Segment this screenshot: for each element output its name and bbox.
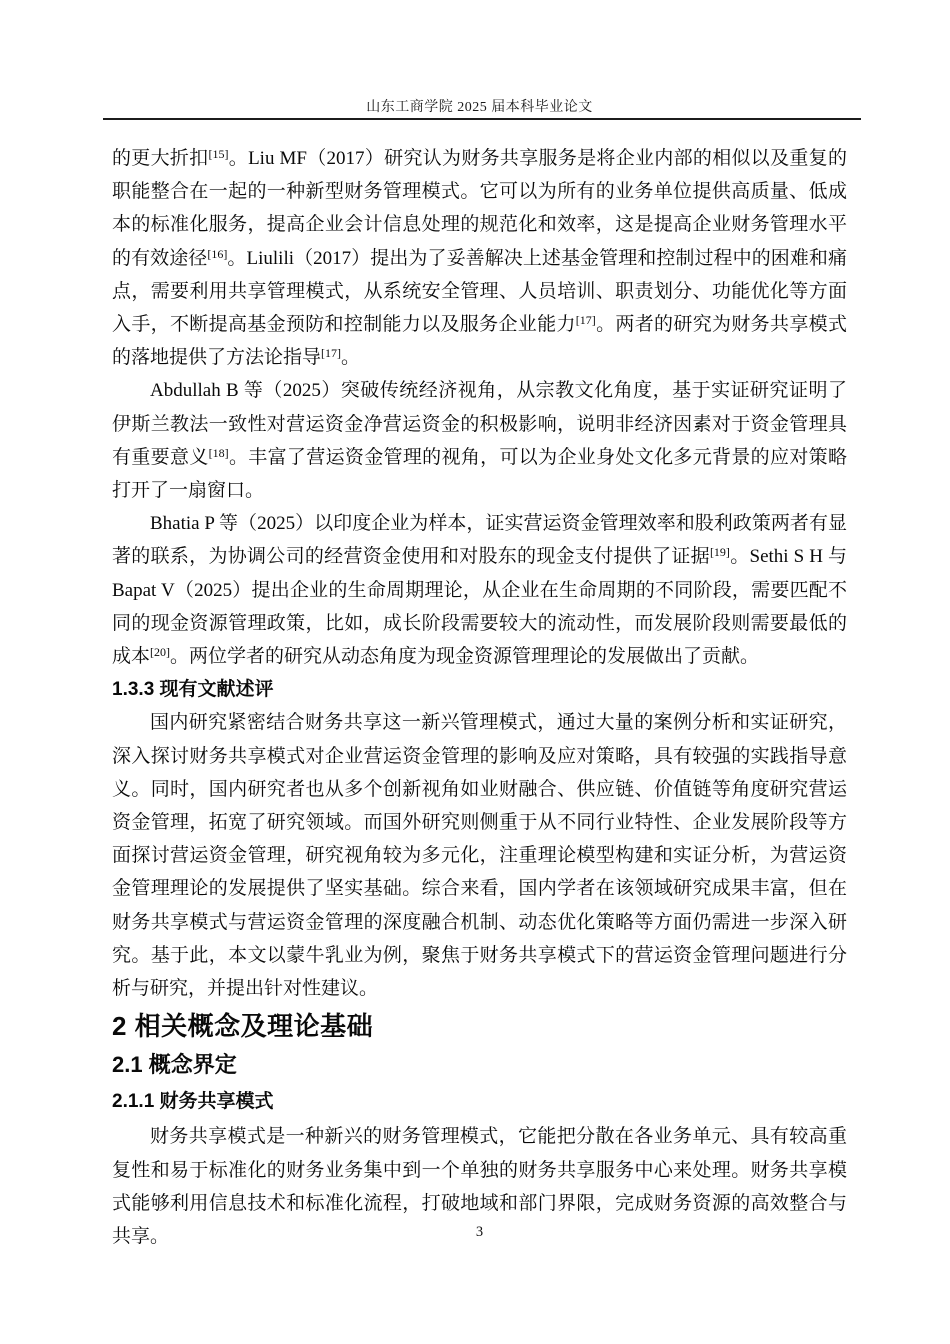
- document-body: [112, 142, 847, 1253]
- citation-ref: [19]: [709, 545, 730, 560]
- text-run: 国内研究紧密结合财务共享这一新兴管理模式，通过大量的案例分析和实证研究，深入探讨财务共享模式对企业营运资金管理的影响及应对策略，具有较强的实践指导意义。同时，国内研究者也从多个创新视角如业财融合、供应链、价值链等角度研究营运资金管理，拓宽了研究领域。而国外研究则侧重于从不同行业特性、企业发展阶段等方面探讨营运资金管理，研究视角较为多元化，注重理论模型构建和实证分析，为营运资金管理理论的发展提供了坚实基础。综合来看，国内学者在该领域研究成果丰富，但在财务共享模式与营运资金管理的深度融合机制、动态优化策略等方面仍需进一步深入研究。基于此，本文以蒙牛乳业为例，聚焦于财务共享模式下的营运资金管理问题进行分析与研究，并提出针对性建议。: [112, 712, 847, 1000]
- paragraph-abdullah-review: [112, 374, 847, 507]
- text-run: 。Liu MF（2017）研究认为财务共享服务是将企业内部的相似以及重复的职能整合在一起的一种新型财务管理模式。它可以为所有的业务单位提供高质量、低成本的标准化服务，提高企业会计信息处理的规范化和效率，这是提高企业财务管理水平的有效途径: [112, 148, 847, 269]
- text-run: 。丰富了营运资金管理的视角，可以为企业身处文化多元背景的应对策略打开了一扇窗口。: [112, 446, 847, 502]
- text-run: 。两者的研究为财务共享模式的落地提供了方法论指导: [112, 314, 847, 369]
- citation-ref: [15]: [208, 147, 229, 161]
- paragraph-literature-commentary: [112, 706, 847, 1005]
- paragraph-liu-liulili-review: [112, 142, 847, 374]
- paragraph-bhatia-sethi-review: [112, 507, 847, 673]
- citation-ref: [17]: [321, 346, 342, 361]
- text-run: 。: [341, 347, 361, 369]
- section-heading-1-3-3: 1.3.3 现有文献述评: [112, 679, 274, 701]
- section-heading-2-1: 2.1 概念界定: [112, 1052, 237, 1078]
- text-run: 。两位学者的研究从动态角度为现金资源管理理论的发展做出了贡献。: [170, 646, 760, 668]
- citation-ref: [16]: [207, 246, 228, 261]
- page-number: 3: [475, 1224, 484, 1240]
- running-header: 山东工商学院 2025 届本科毕业论文: [366, 100, 593, 115]
- text-run: Bhatia P 等（2025）以印度企业为样本，证实营运资金管理效率和股利政策两者有显著的联系，为协调公司的经营资金使用和对股东的现金支付提供了证据: [112, 513, 847, 568]
- chapter-heading-2: 2 相关概念及理论基础: [112, 1011, 374, 1042]
- section-heading-2-1-1: 2.1.1 财务共享模式: [112, 1091, 274, 1113]
- text-run: Abdullah B 等（2025）突破传统经济视角，从宗教文化角度，基于实证研究证明了伊斯兰教法一致性对营运资金净营运资金的积极影响，说明非经济因素对于资金管理具有重要意义: [112, 380, 847, 468]
- citation-ref: [17]: [575, 313, 596, 328]
- text-run: 。Liulili（2017）提出为了妥善解决上述基金管理和控制过程中的困难和痛点，需要利用共享管理模式，从系统安全管理、人员培训、职责划分、功能优化等方面入手，不断提高基金预防和控制能力以及服务企业能力: [112, 247, 847, 336]
- citation-ref: [18]: [208, 445, 229, 460]
- text-run: 财务共享模式是一种新兴的财务管理模式，它能把分散在各业务单元、具有较高重复性和易于标准化的财务业务集中到一个单独的财务共享服务中心来处理。财务共享模式能够利用信息技术和标准化流程，打破地域和部门界限，完成财务资源的高效整合与共享。: [112, 1126, 847, 1248]
- text-run: 的更大折扣: [112, 148, 209, 169]
- text-run: 。Sethi S H 与 Bapat V（2025）提出企业的生命周期理论，从企业在生命周期的不同阶段，需要匹配不同的现金资源管理政策，比如，成长阶段需要较大的流动性，而发展阶段则需要最低的成本: [112, 546, 847, 668]
- citation-ref: [20]: [150, 645, 171, 660]
- header-rule: [103, 118, 861, 120]
